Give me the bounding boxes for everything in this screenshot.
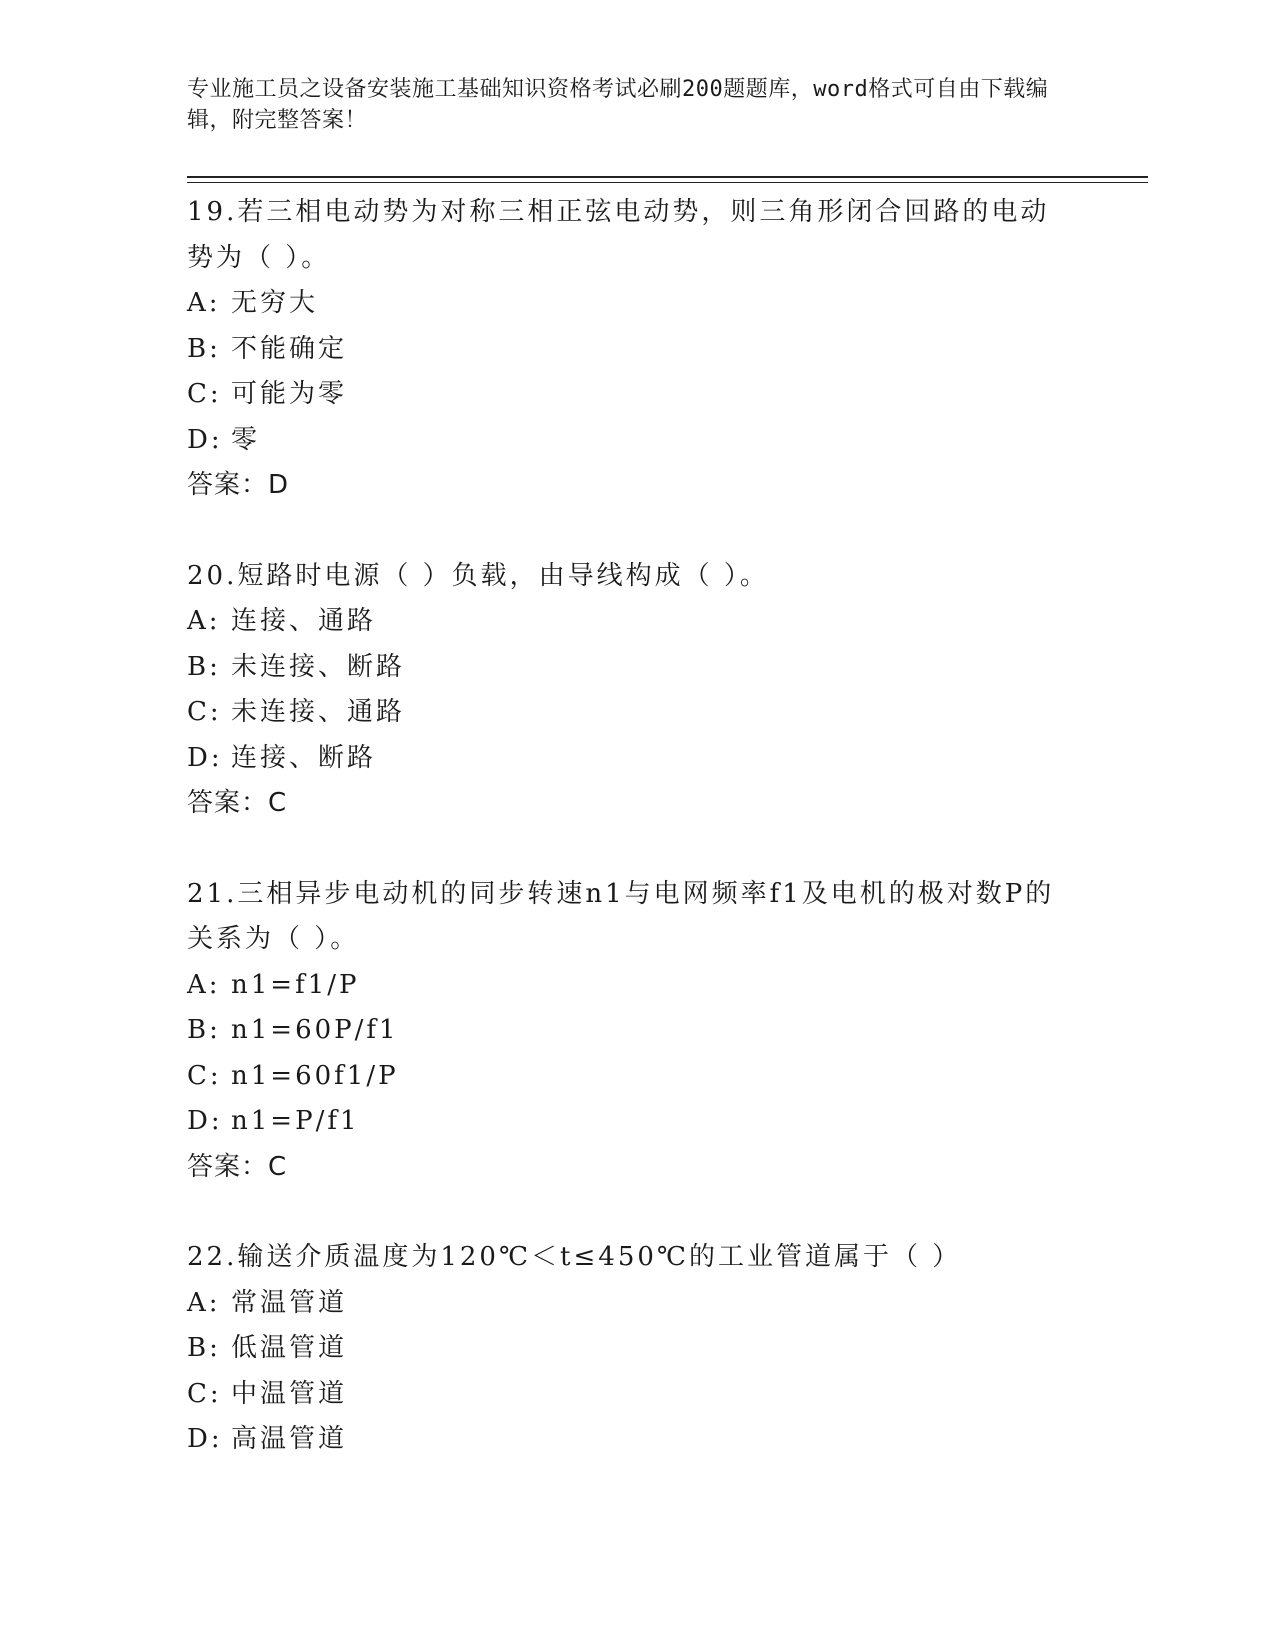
option-text: 可能为零	[231, 379, 348, 409]
answer-label: 答案：D	[187, 470, 290, 500]
option-c	[187, 1372, 1087, 1418]
option-text: 连接、通路	[231, 606, 377, 636]
option-letter: A:	[187, 288, 221, 318]
header-divider-thick	[187, 176, 1148, 178]
option-letter: B:	[187, 1015, 221, 1045]
option-letter: D:	[187, 1106, 223, 1136]
question-19	[187, 190, 1087, 509]
option-letter: C:	[187, 379, 222, 409]
header-divider-thin	[187, 182, 1148, 183]
option-d	[187, 736, 1087, 782]
option-a	[187, 963, 1087, 1009]
option-letter: A:	[187, 969, 221, 1000]
option-text: n1=60f1/P	[231, 1060, 399, 1091]
option-text: 未连接、断路	[231, 651, 406, 682]
question-stem: 20.短路时电源（ ）负载，由导线构成（ ）。	[187, 560, 769, 591]
option-letter: D:	[187, 742, 223, 773]
answer-label: 答案：C	[187, 1151, 288, 1182]
option-text: 未连接、通路	[231, 697, 406, 727]
option-letter: C:	[187, 697, 222, 727]
option-letter: C:	[187, 1378, 222, 1409]
option-text: n1=P/f1	[231, 1106, 360, 1136]
option-text: 高温管道	[231, 1424, 348, 1454]
question-22	[187, 1235, 1087, 1463]
option-text: n1=f1/P	[231, 969, 360, 1000]
question-20	[187, 554, 1087, 827]
option-d	[187, 418, 1087, 464]
option-text: n1=60P/f1	[231, 1015, 399, 1045]
option-b	[187, 1008, 1087, 1054]
option-c	[187, 690, 1087, 736]
option-text: 常温管道	[231, 1287, 348, 1318]
option-b	[187, 1326, 1087, 1372]
document-header: 专业施工员之设备安装施工基础知识资格考试必刷200题题库，word格式可自由下载编辑，附完整答案！	[187, 77, 1049, 133]
option-letter: B:	[187, 1333, 221, 1363]
option-d	[187, 1099, 1087, 1145]
option-text: 中温管道	[231, 1378, 348, 1409]
option-letter: C:	[187, 1060, 222, 1091]
question-stem: 22.输送介质温度为120℃＜t≤450℃的工业管道属于（ ）	[187, 1242, 962, 1272]
option-letter: A:	[187, 1287, 221, 1318]
option-b	[187, 645, 1087, 691]
option-text: 连接、断路	[231, 742, 377, 773]
question-stem: 19.若三相电动势为对称三相正弦电动势，则三角形闭合回路的电动势为（ ）。	[187, 197, 1050, 273]
answer-label: 答案：C	[187, 788, 288, 818]
option-a	[187, 599, 1087, 645]
option-letter: D:	[187, 1424, 223, 1454]
option-letter: A:	[187, 606, 221, 636]
option-text: 不能确定	[231, 333, 348, 364]
option-a	[187, 1281, 1087, 1327]
option-text: 低温管道	[231, 1333, 348, 1363]
option-d	[187, 1417, 1087, 1463]
option-text: 零	[231, 424, 261, 455]
option-letter: B:	[187, 333, 221, 364]
option-text: 无穷大	[231, 288, 319, 318]
option-b	[187, 327, 1087, 373]
option-letter: D:	[187, 424, 223, 455]
question-list	[187, 190, 1087, 1508]
option-c	[187, 1054, 1087, 1100]
option-a	[187, 281, 1087, 327]
question-stem: 21.三相异步电动机的同步转速n1与电网频率f1及电机的极对数P的关系为（ ）。	[187, 878, 1055, 954]
option-letter: B:	[187, 651, 221, 682]
option-c	[187, 372, 1087, 418]
question-21	[187, 872, 1087, 1191]
